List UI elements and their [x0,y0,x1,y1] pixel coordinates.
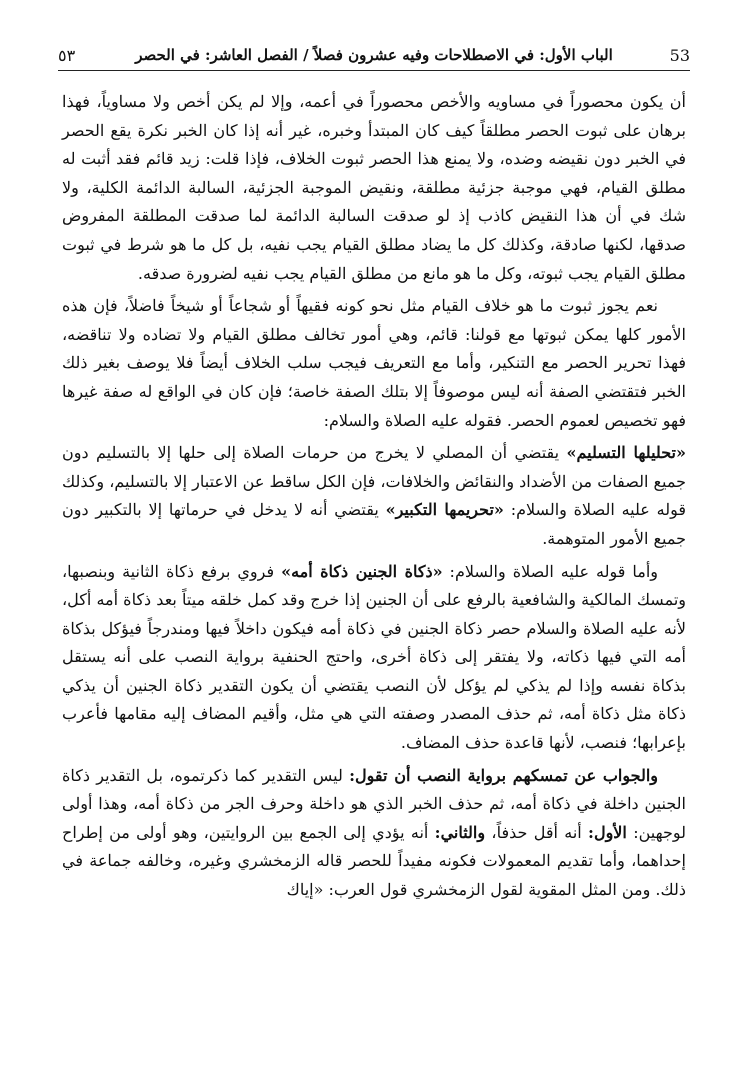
paragraph-text: وأما قوله عليه الصلاة والسلام: [442,561,659,581]
paragraph-text: نعم يجوز ثبوت ما هو خلاف القيام مثل نحو كونه فقيهاً أو شجاعاً أو شيخاً فاضلاً، فإن هذه الأمور كلها يمكن ثبوتها مع قولنا: قائم، وهي أمور تخالف مطلق القيام ولا تضاده ولا تناقضه، فهذا تحرير الحصر مع التنكير، وأما مع التعريف فيجب سلب الخلاف أيضاً فلا يوصف بغير ذلك الخبر فتقتضي الصفة أنه ليس موصوفاً إلا بتلك الصفة خاصة؛ فإن كان في الواقع له صفة غيرها فهو تخصيص لعموم الحصر. فقوله عليه الصلاة والسلام: [62,296,687,430]
bold-term: والثاني: [434,822,486,842]
header-rule [58,70,690,71]
hadith-quote: «تحريمها التكبير» [385,500,504,520]
paragraph-4 [62,558,686,758]
paragraph-text: أنه أقل حذفاً، [485,822,589,842]
paragraph-1 [62,88,686,288]
bold-term: الأول: [588,822,627,842]
paragraph-3 [62,439,686,553]
running-title: الباب الأول: في الاصطلاحات وفيه عشرون فصلاً / الفصل العاشر: في الحصر [135,46,613,64]
hadith-quote: «ذكاة الجنين ذكاة أمه» [281,561,443,581]
paragraph-text: يقتضي أن المصلي لا يخرج من حرمات الصلاة إلى حلها إلا بالتسليم دون جميع الصفات من الأضداد والنقائض والخلافات، فإن الكل ساقط عن الاعتبار إلا بالتسليم، وكذلك قوله عليه الصلاة والسلام: [62,443,686,520]
paragraph-text: يقتضي أنه لا يدخل في حرماتها إلا بالتكبير دون جميع الأمور المتوهمة. [62,500,686,548]
paragraph-text: فروي برفع ذكاة الثانية وبنصبها، وتمسك المالكية والشافعية بالرفع على أن الجنين إذا خرج وقد كمل خلقه ميتاً بعد ذكاة أمه أكل، لأنه عليه الصلاة والسلام حصر ذكاة الجنين في ذكاة أمه فيكون داخلاً فيها ومندرجاً فيؤكل بذكاة أمه التي فيها ذكاته، ولا يفتقر إلى ذكاة أخرى، واحتج الحنفية برواية النصب على أنه يستقل بذكاة نفسه وإذا لم يذكي لم يؤكل لأن النصب يقتضي أن يكون التقدير ذكاة الجنين أن يذكي ذكاة مثل ذكاة أمه، ثم حذف المصدر وصفته التي هي مثل، وأقيم المضاف إليه مقامها فأعرب بإعرابها؛ فنصب، لأنها قاعدة حذف المضاف. [62,561,686,753]
hadith-quote: «تحليلها التسليم» [566,443,687,463]
page-body [62,88,686,909]
bold-lead: والجواب عن تمسكهم برواية النصب أن تقول: [349,765,658,785]
paragraph-2 [62,292,686,435]
page-number-arabic: ٥٣ [58,46,76,65]
paragraph-text: أن يكون محصوراً في مساويه والأخص محصوراً في أعمه، وإلا لم يكن أخص ولا مساوياً، فهذا برهان على ثبوت الحصر مطلقاً كيف كان المبتدأ وخبره، غير أنه إذا كان الخبر نكرة يقع الحصر في الخبر دون نقيضه وضده، ولا يمنع هذا الحصر ثبوت الخلاف، فإذا قلت: زيد قائم فقد أثبت له مطلق القيام، فهي موجبة جزئية مطلقة، ونقيض الموجبة الجزئية، السالبة الدائمة الكلية، ولا شك في أن هذا النقيض كاذب إذ لو صدقت السالبة الدائمة لما صدقت المطلقة المفروض صدقها، لكنها صادقة، وكذلك كل ما يضاد مطلق القيام يجب نفيه، بل كل ما هو شرط في ثبوت مطلق القيام يجب ثبوته، وكل ما هو مانع من مطلق القيام يجب نفيه لضرورة صدقه. [62,92,687,283]
paragraph-text: أنه يؤدي إلى الجمع بين الروايتين، وهو أولى من إطراح إحداهما، وأما تقديم المعمولات فكونه مفيداً للحصر قاله الزمخشري وغيره، وخالفه جماعة في ذلك. ومن المثل المقوية لقول الزمخشري قول العرب: «إياك [62,822,686,900]
page-number: 53 [669,46,690,65]
paragraph-5 [62,762,686,905]
paragraph-text: ليس التقدير كما ذكرتموه، بل التقدير ذكاة الجنين داخلة في ذكاة أمه، ثم حذف الخبر الذي هو داخلة وحرف الجر من ذكاة أمه، وهذا أولى لوجهين: [62,765,686,842]
